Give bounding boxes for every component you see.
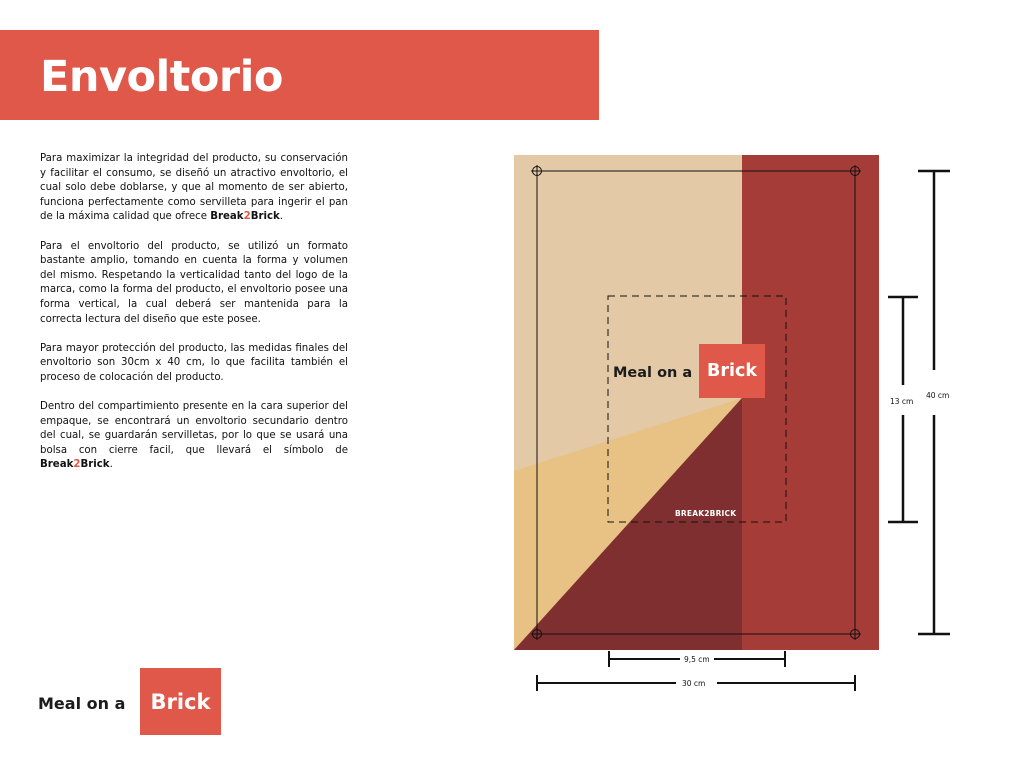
label-inner-width: 9,5 cm xyxy=(684,655,710,664)
brand-name-part: 2 xyxy=(243,211,251,223)
body-text-segment: Dentro del compartimiento presente en la cara superior del empaque, se encontrará un envoltorio secundario dentro del cual, se guardarán servilletas, por lo que se usará una bolsa con cierre facil, que llevará el símbolo de xyxy=(40,401,348,456)
dimension-height-inner xyxy=(888,297,918,522)
body-text-segment: Para el envoltorio del producto, se utilizó un formato bastante amplio, tomando en cuenta la forma y volumen del mismo. Respetando la verticalidad tanto del logo de la marca, como la forma del producto, el envoltorio posee una forma vertical, la cual deberá ser mantenida para la correcta lectura del diseño que este posee. xyxy=(40,240,348,325)
dimension-height-total xyxy=(918,171,950,634)
label-total-height: 40 cm xyxy=(926,391,950,400)
wrapper-red-strip xyxy=(742,155,879,650)
body-text-segment: Para maximizar la integridad del producto, su conservación y facilitar el consumo, se diseñó un atractivo envoltorio, el cual solo debe doblarse, y que al momento de ser abierto, funciona perfectamente como servilleta para ingerir el pan de la máxima calidad que ofrece xyxy=(40,153,348,223)
brand-name-part: Break xyxy=(210,211,244,223)
brand-name-part: Brick xyxy=(250,211,280,223)
wrapper-logo-box: Brick xyxy=(699,344,765,398)
label-total-width: 30 cm xyxy=(682,679,706,688)
wrapper-caption: BREAK2BRICK xyxy=(675,509,737,518)
brand-name-part: Break xyxy=(40,459,74,471)
logo-text: Meal on a xyxy=(38,694,126,713)
page-title: Envoltorio xyxy=(40,52,283,102)
body-text-segment: . xyxy=(279,211,284,223)
brand-name-part: Brick xyxy=(80,459,110,471)
wrapper-logo-text: Meal on a xyxy=(613,365,693,381)
label-inner-height: 13 cm xyxy=(890,397,914,406)
brand-name-part: 2 xyxy=(73,459,81,471)
body-text-segment: . xyxy=(109,459,113,471)
logo-box: Brick xyxy=(140,668,221,735)
body-text-segment: Para mayor protección del producto, las medidas finales del envoltorio son 30cm x 40 cm, lo que facilita también el proceso de colocación del producto. xyxy=(40,342,348,383)
